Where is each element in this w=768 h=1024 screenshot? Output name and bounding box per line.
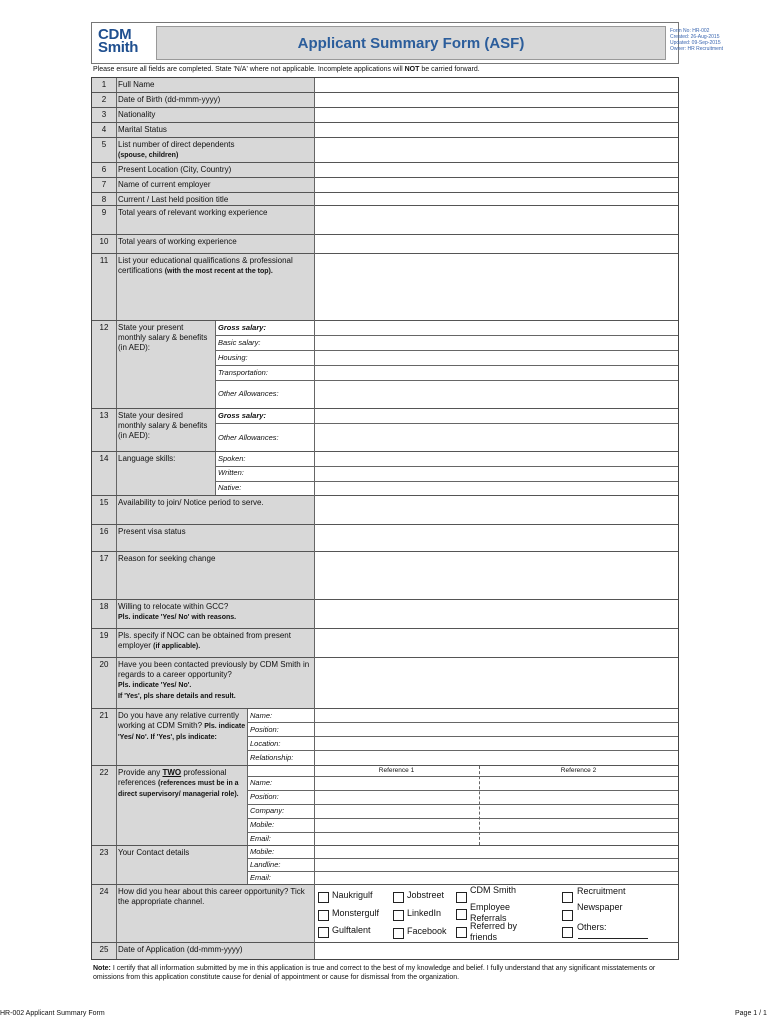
checkbox-employee-referrals[interactable] xyxy=(456,909,467,920)
row-label: State your present monthly salary & benefits (in AED): xyxy=(118,323,208,352)
document-meta xyxy=(670,28,768,52)
cdm-smith-logo: CDM Smith xyxy=(98,26,139,56)
row-label: Willing to relocate within GCC? Pls. indicate 'Yes/ No' with reasons. xyxy=(118,602,237,621)
footer-page-number: Page 1 / 1 xyxy=(735,1010,767,1017)
divider xyxy=(314,78,315,959)
others-blank-line[interactable] xyxy=(578,938,648,939)
option-label: Naukrigulf xyxy=(332,890,373,900)
sub-label-email: Email: xyxy=(250,873,271,882)
meta-owner: Owner: HR Recruitment xyxy=(670,46,724,52)
sub-label-position: Position: xyxy=(250,725,279,734)
sub-label-spoken: Spoken: xyxy=(218,454,246,463)
row-label: Nationality xyxy=(118,110,156,119)
row-label: Date of Application (dd-mmm-yyyy) xyxy=(118,945,243,954)
sub-label-email: Email: xyxy=(250,834,271,843)
sub-label-position: Position: xyxy=(250,792,279,801)
row-contact-details xyxy=(92,846,678,885)
sub-label-company: Company: xyxy=(250,806,285,815)
meta-form-no: Form No: HR-002 xyxy=(670,28,710,34)
option-label: Facebook xyxy=(407,926,447,936)
row-number: 22 xyxy=(99,768,109,777)
option-label: LinkedIn xyxy=(407,908,442,918)
row-label: List number of direct dependents (spouse, children) xyxy=(118,140,235,159)
row-date-of-birth xyxy=(92,93,678,108)
checkbox-cdm-smith[interactable] xyxy=(456,892,467,903)
row-noc xyxy=(92,629,678,658)
row-number: 2 xyxy=(101,95,107,104)
sub-label-transportation: Transportation: xyxy=(218,368,268,377)
sub-label-basic-salary: Basic salary: xyxy=(218,338,261,347)
row-relocate xyxy=(92,600,678,629)
page-title: Applicant Summary Form (ASF) xyxy=(297,34,525,52)
row-number: 18 xyxy=(99,602,109,611)
applicant-form-table xyxy=(91,77,679,960)
row-label: List your educational qualifications & professional certifications (with the most recent at the top). xyxy=(118,256,293,275)
checkbox-recruitment[interactable] xyxy=(562,892,573,903)
row-label: Provide any TWO professional references (references must be in a direct supervisory/ managerial role). xyxy=(118,768,239,798)
row-label: Total years of working experience xyxy=(118,237,237,246)
sub-label-landline: Landline: xyxy=(250,860,281,869)
checkbox-gulftalent[interactable] xyxy=(318,927,329,938)
row-label: Language skills: xyxy=(118,454,176,463)
row-label: Marital Status xyxy=(118,125,167,134)
checkbox-referred-by-friends[interactable] xyxy=(456,927,467,938)
row-position-title xyxy=(92,193,678,206)
sub-label-gross-salary: Gross salary: xyxy=(218,323,266,332)
row-references xyxy=(92,766,678,846)
row-label: Your Contact details xyxy=(118,848,190,857)
row-number: 10 xyxy=(99,237,109,246)
row-number: 5 xyxy=(101,140,107,149)
row-label: Current / Last held position title xyxy=(118,195,229,204)
sub-label-relationship: Relationship: xyxy=(250,753,294,762)
row-number: 20 xyxy=(99,660,109,669)
checkbox-naukrigulf[interactable] xyxy=(318,892,329,903)
row-number: 16 xyxy=(99,527,109,536)
sub-label-housing: Housing: xyxy=(218,353,248,362)
row-label: Name of current employer xyxy=(118,180,211,189)
row-current-employer xyxy=(92,178,678,193)
option-label: Recruitment xyxy=(577,886,626,896)
row-label: Availability to join/ Notice period to serve. xyxy=(118,498,264,507)
row-dependents xyxy=(92,138,678,163)
title-box xyxy=(156,26,666,60)
sub-label-mobile: Mobile: xyxy=(250,820,275,829)
meta-created: Created: 26-Aug-2015 xyxy=(670,34,720,40)
checkbox-monstergulf[interactable] xyxy=(318,910,329,921)
option-label: Others: xyxy=(577,922,607,932)
sub-label-other-allowances: Other Allowances: xyxy=(218,433,279,442)
row-number: 7 xyxy=(101,180,107,189)
row-number: 21 xyxy=(99,711,109,720)
row-availability xyxy=(92,496,678,525)
sub-label-native: Native: xyxy=(218,483,242,492)
option-label: Newspaper xyxy=(577,902,623,912)
row-number: 19 xyxy=(99,631,109,640)
instructions-text: Please ensure all fields are completed. State 'N/A' where not applicable. Incomplete applications will NOT be carried forward. xyxy=(93,66,480,73)
row-total-experience xyxy=(92,235,678,254)
sub-label-other-allowances: Other Allowances: xyxy=(218,389,279,398)
row-previous-contact xyxy=(92,658,678,709)
row-visa-status xyxy=(92,525,678,552)
certification-note: Note: I certify that all information submitted by me in this application is true and correct to the best of my knowledge and belief. I fully understand that any significant misstatements or omissions from this application constitute cause for denial of appointment or cause for dismissal from the organization. xyxy=(93,965,656,981)
option-label: Gulftalent xyxy=(332,925,371,935)
row-relevant-experience xyxy=(92,206,678,235)
row-label: Reason for seeking change xyxy=(118,554,216,563)
row-label: Total years of relevant working experience xyxy=(118,208,268,217)
row-relatives xyxy=(92,709,678,766)
option-label: Jobstreet xyxy=(407,890,445,900)
option-label: Monstergulf xyxy=(332,908,380,918)
sub-label-written: Written: xyxy=(218,468,244,477)
row-number: 12 xyxy=(99,323,109,332)
row-education xyxy=(92,254,678,321)
row-present-location xyxy=(92,163,678,178)
row-number: 15 xyxy=(99,498,109,507)
row-label: Do you have any relative currently working at CDM Smith? Pls. indicate 'Yes/ No'. If 'Yes', pls indicate: xyxy=(118,711,246,741)
row-number: 13 xyxy=(99,411,109,420)
form-header xyxy=(91,22,724,64)
row-number: 6 xyxy=(101,165,107,174)
row-number: 8 xyxy=(101,195,107,204)
checkbox-jobstreet[interactable] xyxy=(393,892,404,903)
row-number: 4 xyxy=(101,125,107,134)
checkbox-others[interactable] xyxy=(562,927,573,938)
row-label: Pls. specify if NOC can be obtained from present employer (if applicable). xyxy=(118,631,291,650)
option-label: CDM Smith xyxy=(470,885,517,895)
row-number: 17 xyxy=(99,554,109,563)
option-label: Employee Referrals xyxy=(470,902,511,923)
reference-1-header: Reference 1 xyxy=(378,767,415,774)
row-label: How did you hear about this career opportunity? Tick the appropriate channel. xyxy=(118,887,305,906)
row-number: 25 xyxy=(99,945,109,954)
footer-form-name: HR-002 Applicant Summary Form xyxy=(0,1010,105,1017)
row-number: 1 xyxy=(101,80,107,89)
row-nationality xyxy=(92,108,678,123)
row-label: Present visa status xyxy=(118,527,186,536)
row-label: Present Location (City, Country) xyxy=(118,165,232,174)
sub-label-name: Name: xyxy=(250,778,273,787)
sub-label-name: Name: xyxy=(250,711,273,720)
meta-updated: Updated: 09-Sep-2015 xyxy=(670,40,721,46)
row-present-salary xyxy=(92,321,678,409)
row-label: Full Name xyxy=(118,80,155,89)
row-label: Date of Birth (dd-mmm-yyyy) xyxy=(118,95,221,104)
row-full-name xyxy=(92,78,678,93)
row-number: 11 xyxy=(99,256,109,265)
checkbox-linkedin[interactable] xyxy=(393,910,404,921)
row-desired-salary xyxy=(92,409,678,452)
row-label: State your desired monthly salary & benefits (in AED): xyxy=(118,411,208,440)
row-number: 23 xyxy=(99,848,109,857)
row-label: Have you been contacted previously by CDM Smith in regards to a career opportunity? Pls. indicate 'Yes/ No'. If 'Yes', pls share details and result. xyxy=(118,660,310,700)
sub-label-gross-salary: Gross salary: xyxy=(218,411,266,420)
row-date-of-application xyxy=(92,943,678,958)
checkbox-facebook[interactable] xyxy=(393,928,404,939)
row-number: 24 xyxy=(99,887,109,896)
row-language-skills xyxy=(92,452,678,496)
sub-label-location: Location: xyxy=(250,739,281,748)
row-number: 14 xyxy=(99,454,109,463)
sub-label-mobile: Mobile: xyxy=(250,847,275,856)
row-number: 9 xyxy=(101,208,107,217)
row-reason-for-change xyxy=(92,552,678,600)
row-number: 3 xyxy=(101,110,107,119)
reference-2-header: Reference 2 xyxy=(560,767,597,774)
row-source-channel xyxy=(92,885,678,943)
checkbox-newspaper[interactable] xyxy=(562,910,573,921)
row-marital-status xyxy=(92,123,678,138)
option-label: Referred by friends xyxy=(470,921,518,942)
